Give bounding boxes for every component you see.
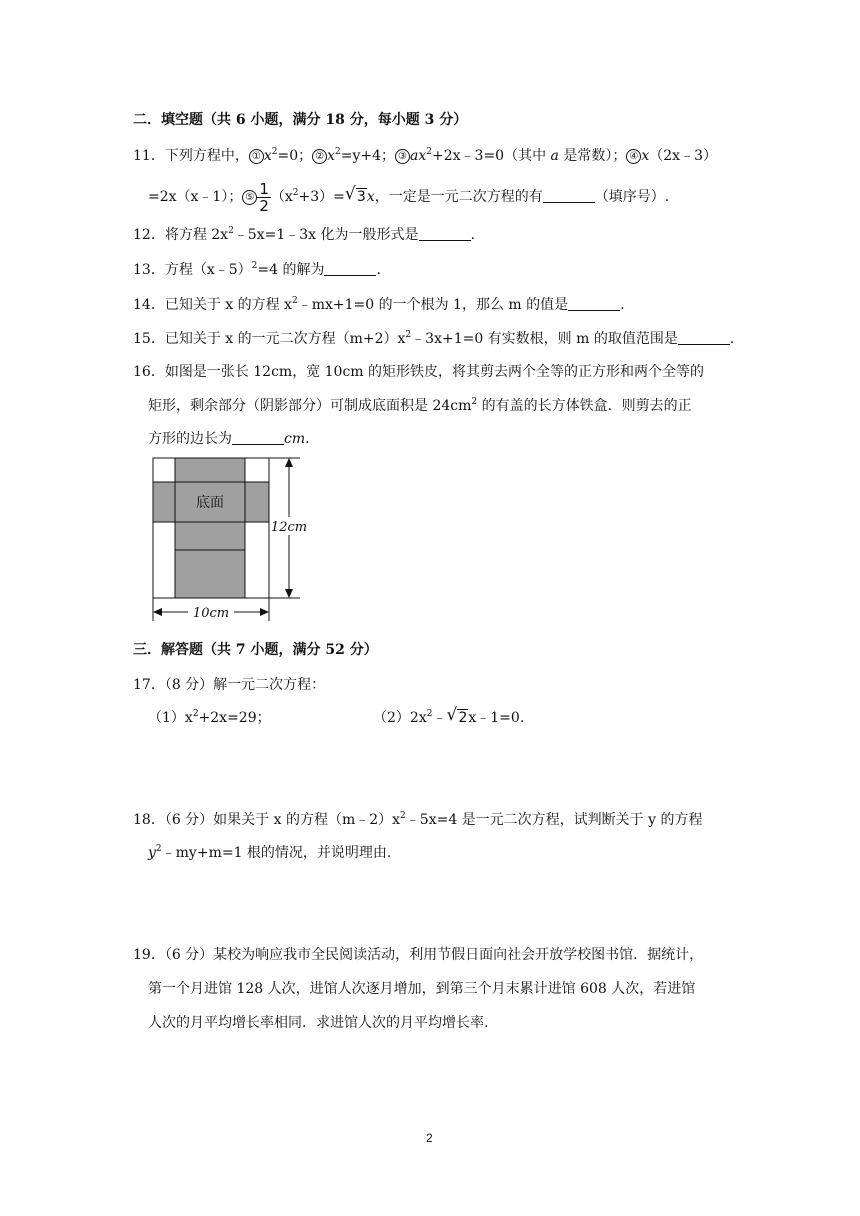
shaded-top-lid (175, 458, 245, 482)
q13-a: 13．方程（x﹣5） (133, 262, 252, 278)
arrow-left-icon (153, 608, 162, 616)
question-19-line-1: 19．（6 分）某校为响应我市全民阅读活动，利用节假日面向社会开放学校图书馆．据统计， (133, 947, 704, 963)
answer-blank[interactable] (543, 189, 595, 203)
radicand: 2 (458, 710, 468, 726)
q12-a: 12．将方程 2x (133, 227, 229, 243)
q15-exp: 2 (405, 330, 412, 340)
q11-eq5-a: （x (270, 189, 293, 205)
q18-var-y: y (148, 845, 156, 861)
height-label: 12cm (270, 520, 308, 535)
q11-eq4-tail: =2x（x﹣1）； (148, 189, 243, 205)
width-label: 10cm (192, 606, 230, 621)
q17-p2c: ﹣ (432, 710, 447, 726)
fraction-numerator: 1 (259, 179, 269, 198)
q11-eq1-var: x (263, 148, 272, 164)
q18-l1c: ﹣5x=4 是一元二次方程，试判断关于 y 的方程 (405, 812, 703, 828)
q14-d: . (620, 297, 625, 313)
section-3-heading: 三．解答题（共 7 小题，满分 52 分） (133, 642, 378, 658)
q11-marker-1: ① (249, 149, 264, 164)
q12-c: ﹣5x=1﹣3x 化为一般形式是 (233, 227, 419, 243)
radicand: 3 (356, 189, 366, 205)
radical-icon: √ (446, 705, 458, 725)
q17-p2a: （2）2x (373, 710, 427, 726)
question-11-line-2 (148, 180, 669, 214)
question-19-line-2: 第一个月进馆 128 人次，进馆人次逐月增加，到第三个月末累计进馆 608 人次，若进馆 (148, 981, 696, 997)
q14-exp: 2 (291, 296, 298, 306)
question-14 (133, 295, 625, 315)
arrow-right-icon (260, 608, 269, 616)
q14-a: 14．已知关于 x 的方程 x (133, 297, 292, 313)
q11-eq1-exp: 2 (271, 147, 278, 157)
q11-marker-4: ④ (626, 149, 641, 164)
q15-d: . (729, 331, 735, 347)
q11-eq4-rest: （2x﹣3） (649, 148, 717, 164)
q11-marker-5: ⑤ (242, 190, 257, 205)
q11-eq2-exp: 2 (335, 147, 341, 157)
q11-eq3-var: ax (410, 148, 427, 164)
question-15 (133, 329, 734, 349)
q17-p1-exp: 2 (192, 709, 199, 719)
q11-fraction (257, 181, 271, 214)
q11-eq5-c: +3）= (298, 189, 345, 205)
question-11-line-1 (133, 146, 717, 166)
q17-p2d: x﹣1=0. (468, 710, 525, 726)
question-12 (133, 225, 475, 245)
radical-icon: √ (344, 184, 356, 204)
q16-exp: 2 (471, 397, 478, 407)
answer-blank[interactable] (324, 262, 376, 276)
sqrt-2 (446, 705, 468, 728)
q16-l3a: 方形的边长为 (148, 431, 232, 447)
q11-lead: 11．下列方程中， (133, 148, 249, 164)
q13-c: =4 的解为 (257, 262, 325, 278)
section-2-heading: 二．填空题（共 6 小题，满分 18 分，每小题 3 分） (133, 112, 468, 128)
question-19-line-3: 人次的月平均增长率相同．求进馆人次的月平均增长率. (148, 1015, 489, 1031)
q11-eq3-exp: 2 (426, 147, 433, 157)
question-13 (133, 260, 381, 280)
page-number: 2 (426, 1131, 433, 1145)
q18-exp-2: 2 (155, 844, 162, 854)
fraction-denominator: 2 (259, 196, 269, 215)
q17-p2-exp: 2 (426, 709, 433, 719)
q17-p1c: +2x=29； (198, 710, 271, 726)
question-16-line-2 (148, 396, 692, 416)
q12-d: . (470, 227, 475, 243)
answer-blank[interactable] (232, 431, 284, 445)
q11-tail: ，一定是一元二次方程的有 (374, 189, 543, 205)
q17-p1a: （1）x (148, 710, 193, 726)
question-17-part-2 (373, 705, 525, 728)
answer-blank[interactable] (419, 227, 471, 241)
q15-a: 15．已知关于 x 的一元二次方程（m+2）x (133, 331, 406, 347)
answer-blank[interactable] (678, 331, 730, 345)
q11-eq2-rest: =y+4； (340, 148, 396, 164)
q11-tail-2: （填序号）. (594, 189, 670, 205)
q14-c: ﹣mx+1=0 的一个根为 1，那么 m 的值是 (297, 297, 569, 313)
q16-l2c: 的有盖的长方体铁盒．则剪去的正 (477, 398, 692, 414)
q13-exp: 2 (251, 261, 258, 271)
q18-l1a: 18．（6 分）如果关于 x 的方程（m﹣2）x (133, 812, 401, 828)
shaded-side (175, 522, 245, 550)
q11-eq1-rest: =0； (277, 148, 313, 164)
answer-blank[interactable] (568, 297, 620, 311)
q11-eq4-var: x (641, 148, 650, 164)
question-16-line-1: 16．如图是一张长 12cm，宽 10cm 的矩形铁皮，将其剪去两个全等的正方形和两个全等的 (133, 364, 705, 380)
question-17-part-1 (148, 708, 271, 728)
question-18-line-2 (148, 843, 391, 863)
q16-l2a: 矩形，剩余部分（阴影部分）可制成底面积是 24cm (148, 398, 472, 414)
q11-eq3-a: a (550, 148, 559, 164)
q11-eq3-note: 是常数）； (558, 148, 627, 164)
arrow-up-icon (285, 458, 293, 467)
question-18-line-1 (133, 810, 702, 830)
q11-eq5-exp: 2 (292, 188, 299, 198)
q11-eq2-var: x (327, 148, 336, 164)
q11-marker-3: ③ (395, 149, 410, 164)
arrow-down-icon (285, 589, 293, 598)
q15-c: ﹣3x+1=0 有实数根，则 m 的取值范围是 (411, 331, 678, 347)
base-label: 底面 (196, 495, 224, 511)
q11-eq5-var: x (366, 189, 375, 205)
q18-exp: 2 (400, 811, 406, 821)
q16-unit: cm. (284, 431, 310, 447)
q11-eq3-rest: +2x﹣3=0（其中 (432, 148, 551, 164)
q13-d: . (376, 262, 381, 278)
q12-exp: 2 (228, 226, 234, 236)
q11-marker-2: ② (312, 149, 327, 164)
shaded-bottom (175, 550, 245, 598)
question-17-title: 17．（8 分）解一元二次方程： (133, 677, 326, 693)
q18-l2c: ﹣my+m=1 根的情况，并说明理由. (161, 845, 392, 861)
sqrt-3 (345, 180, 367, 214)
question-16-line-3 (148, 429, 310, 449)
sheet-figure (148, 455, 308, 627)
